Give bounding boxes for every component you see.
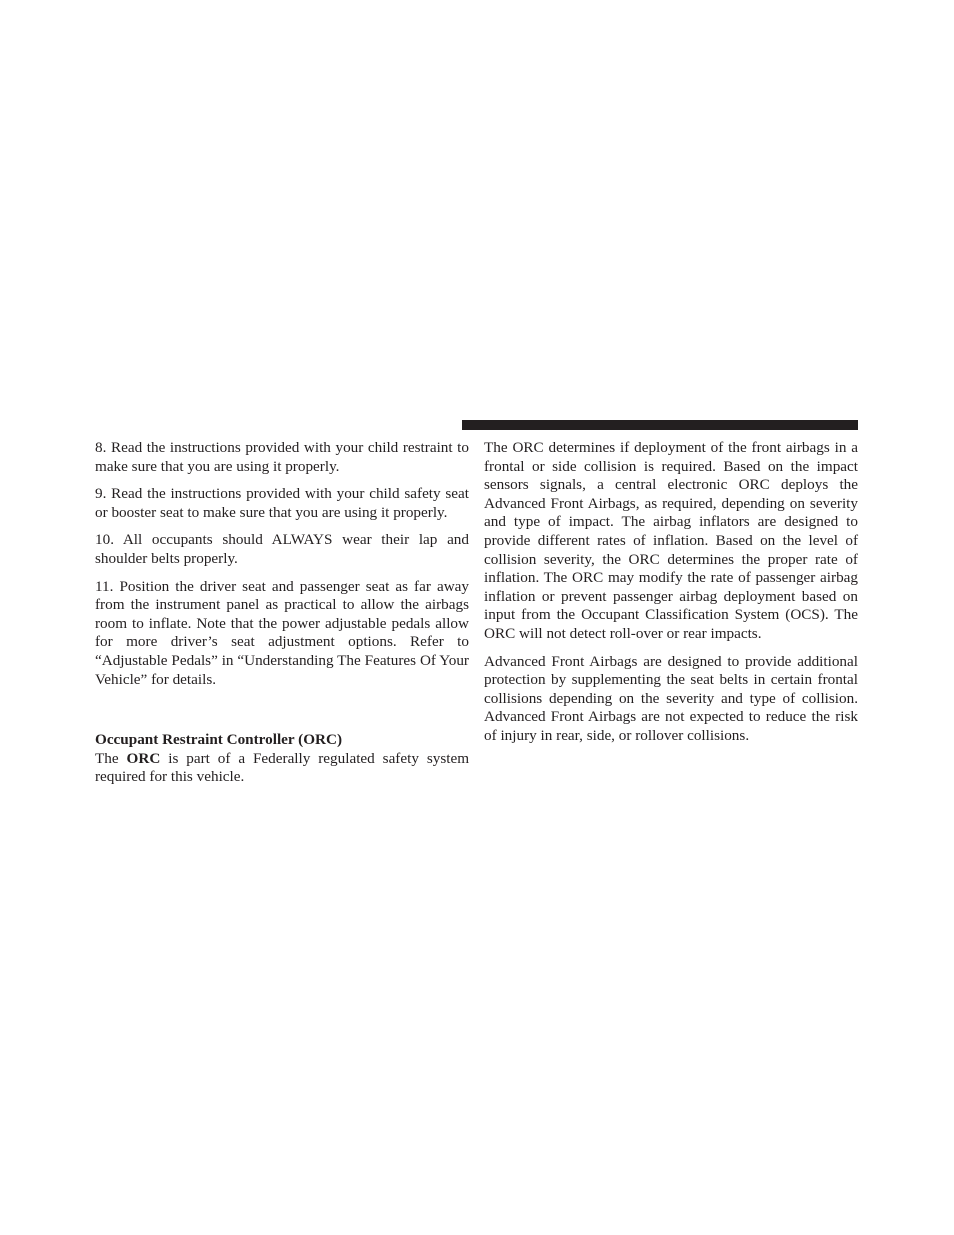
orc-intro-rest: is part of a Federally regulated safety system required for this vehicle. [95, 749, 470, 786]
section-header-bar [462, 420, 858, 430]
left-column [95, 439, 469, 796]
list-item-9: 9. Read the instructions provided with your child safety seat or booster seat to make sure that you are using it properly. [95, 485, 469, 521]
list-item-11: 11. Position the driver seat and passenger seat as far away from the instrument panel as practical to allow the airbags room to inflate. Note that the power adjustable pedals allow for more driver’s seat adjustment options. Refer to “Adjustable Pedals” in “Understanding The Features Of Your Vehicle” for details. [95, 577, 469, 688]
orc-intro-paragraph [95, 750, 469, 787]
orc-intro-lead: The [95, 749, 119, 767]
orc-deployment-paragraph: The ORC determines if deployment of the front airbags in a frontal or side collision is required. Based on the impact sensors signals, a central electronic ORC deploys the Advanced Front Airbags, as required, depending on severity and type of impact. The airbag inflators are designed to provide different rates of inflation. Based on the level of collision severity, the ORC determines the proper rate of inflation. The ORC may modify the rate of passenger airbag inflation or prevent passenger airbag deployment based on input from the Occupant Classification System (OCS). The ORC will not detect roll-over or rear impacts. [484, 439, 858, 642]
right-column [484, 439, 858, 755]
section-title-orc: Occupant Restraint Controller (ORC) [95, 731, 343, 749]
list-item-10: 10. All occupants should ALWAYS wear their lap and shoulder belts properly. [95, 531, 469, 567]
list-item-8: 8. Read the instructions provided with your child restraint to make sure that you are using it properly. [95, 439, 469, 475]
orc-intro-term: ORC [126, 749, 161, 767]
advanced-front-airbags-paragraph: Advanced Front Airbags are designed to provide additional protection by supplementing the seat belts in certain frontal collisions depending on the severity and type of collision. Advanced Front Airbags are not expected to reduce the risk of injury in rear, side, or rollover collisions. [484, 652, 858, 744]
